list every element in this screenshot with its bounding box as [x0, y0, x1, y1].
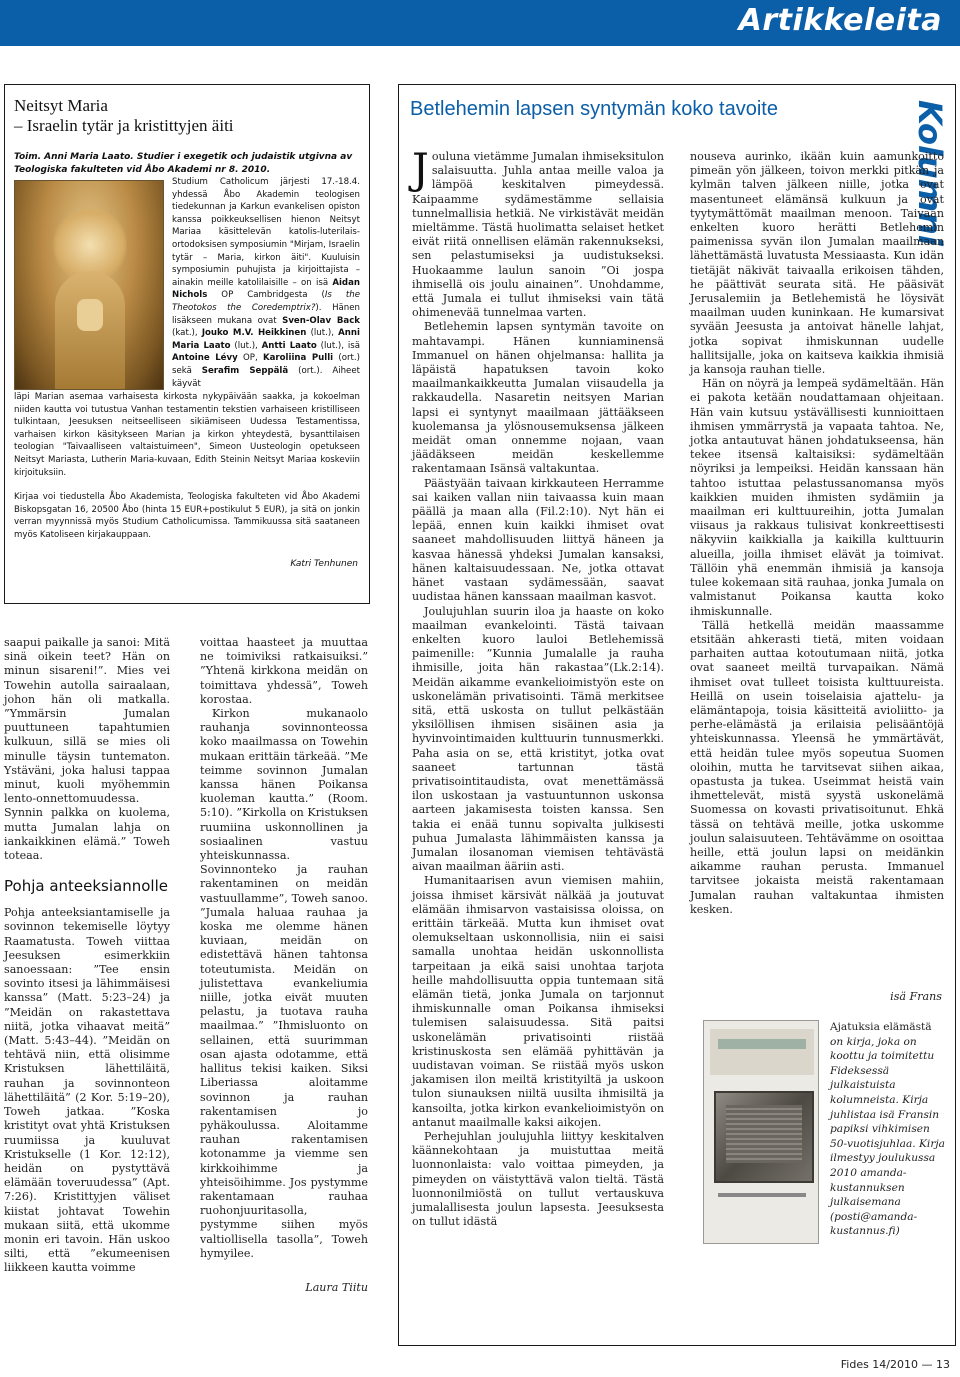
column-text-2 [690, 150, 944, 917]
continued-column-1 [4, 636, 170, 1276]
paragraph: Perhejuhlan joulujuhla liittyy keskitalven käännekohtaan ja muistuttaa meitä luonnonlaista: valo voittaa pimeyden, ja pimeyden on väistyttävä valon tieltä. Tästä luonnonilmiöstä on tullut vertauskuva jumalallisesta joulun lapsesta. Jeesuksesta on tullut idästä [412, 1130, 664, 1229]
continued-column-2 [200, 636, 368, 1295]
paragraph: Päästyään taivaan kirkkauteen Herramme sai kaiken vallan niin taivaassa kuin maan päällä ja maan alla (Fil.2:10). Nyt hän ei lepää, ennen kuin kaikki ihmiset ovat saaneet mahdollisuuden liittyä häneen ja kasvaa hänessä yhdeksi Jumalan kansaksi, hänen kaltaisuudessaan. Ne, jotka ottavat hänet vastaan sydämessään, saavat uudistaa hänen kanssaan maailman kasvot. [412, 476, 664, 604]
kolumni-label-text: Kolumni [911, 100, 949, 246]
book-meta: Toim. Anni Maria Laato. Studier i exegetik och judaistik utgivna av Teologiska fakulteten vid Åbo Akademi nr 8. 2010. [14, 152, 353, 175]
paragraph: Pohja anteeksiantamiselle ja sovinnon tekemiselle löytyy Raamatusta. Toweh viittaa Jeesuksen esimerkkiin sanoessaan: ”Tee ensin sovinto itsesi ja lähimmäisesi kanssa” (Matt. 5:23–24) ja ”Meidän on rakastettava niitä, jotka vihaavat meitä” (Matt. 5:43–44). ”Meidän on tehtävä niin, että olisimme Kristuksen lähettiläitä, rauhan ja sovinnonteon lähettiläitä” (2 Kor. 5:19–20), Toweh jatkaa. ”Koska kristityt ovat yhtä Kristuksen ruumiissa ja kuuluvat Kristukselle (1 Kor. 12:12), heidän on pystyttävä elämään toveruudessa” (Apt. 7:26). Kristittyjen väliset kiistat johtavat Towehin mukaan siitä, että ukomme monin eri tavoin. Hän uskoo silti, että ”ekumeenisen liikkeen kautta voimme [4, 906, 170, 1275]
drop-cap: J [412, 144, 429, 193]
madonna-hands-shape [77, 299, 103, 331]
book-plaque-relief [726, 1105, 802, 1163]
book-base-line [718, 1193, 806, 1197]
paragraph: nouseva aurinko, ikään kuin aamunkoitto pimeän yön jälkeen, toivon merkki pitkän ja kylmän talven jälkeen niille, jotka ovat masentuneet elämänsä kulkuun ja ovat tyytymättömät maailman menoon. Taivaan enkelten kuoro herätti Betlehemin paimenissa syvän ilon Jumalan maailmaan lähettämästä luvatusta Messiaasta. Kun idän tietäjät näkivät taivaalla erikoisen tähden, he päättivät seurata sitä. He pääsivät Jerusalemiin ja Betlehemistä he löysivät maailman uuden kuninkaan. He kumarsivat syvään Jeesusta ja antoivat hänelle lahjat, jotka sopivat ihmiskunnan uudelle hallitsijalle, joka on kaitseva kaikkia ihmisiä ja kansoja rauhan tielle. [690, 150, 944, 377]
book-blurb: Ajatuksia elämästä on kirja, joka on koottu ja toimitettu Fideksessä julkaistuista kolumneista. Kirja juhlistaa isä Fransin papiksi vihkimisen 50-vuotisjuhlaa. Kirja ilmestyy joulukussa 2010 amanda-kustannuksen julkaisemana (posti@amanda-kustannus.fi) [830, 1021, 945, 1238]
book-cover-image [703, 1020, 819, 1244]
column-author: isä Frans [890, 990, 942, 1003]
paragraph: Kirkon mukanaolo rauhanja sovinnonteossa koko maailmassa on Towehin mukaan erittäin tärkeää. ”Me teimme sovinnon Jumalan kanssa hänen Poikansa kuoleman kautta.” (Room. 5:10). ”Kirkolla on Kristuksen ruumiina uskonnollinen ja sosiaalinen vastuu yhteiskunnassa. Sovinnonteko ja rauhan rakentaminen on meidän vastuullamme”, Toweh sanoo. ”Jumala haluaa rauhaa ja koska me olemme hänen kuviaan, meidän on edistettävä hänen tahtonsa toteutumista. Meidän on julistettava evankeliumia niille, jotka eivät muuten pelastu, ja tuotava rauha maailmaa.” ”Ihmisluonto on sellainen, että suurimman osan ajasta odotamme, että hallitus tekisi kaiken. Siksi Liberiassa aloitamme sovinnon ja rauhan rakentamisen jo pyhäkoulussa. Aloitamme rauhan rakentamisen kotonamme ja viemme sen kirkkoihimme ja yhteisöihimme. Jos pystymme rakentamaan rauhaa ruohonjuuritasolla, pystymme siihen myös valtiollisella tasolla”, Toweh hymyilee. [200, 707, 368, 1260]
continued-article-author: Laura Tiitu [305, 1280, 368, 1294]
left-article-title-line1: Neitsyt Maria [14, 96, 108, 115]
paragraph: Betlehemin lapsen syntymän tavoite on mahtavampi. Hänen kunniaminensä Immanuel on hänen ohjelmansa: hallita ja läpäistä hapatuksen tavoin koko maailmankaikkeutta Jumalan viisaudella ja rakkaudella. Nasaretin neitsyen Marian lapsi ei syntynyt maailmaan jättääkseen kuolemansa ja ylösnousemuksensa jälkeen meidät oman onnemme nojaan, vaan jäädäkseen meidän keskellemme rakentamaan Isänsä valtakuntaa. [412, 320, 664, 476]
paragraph: Hän on nöyrä ja lempeä sydämeltään. Hän ei pakota ketään noudattamaan ohjeitaan. Hän vain kutsuu ystävällisesti kunnioittaen ihmisen ymmärrystä ja vapaata tahtoa. Ne, jotka antautuvat hänen johdatukseensa, hän tekee itsensä kaltaisiksi: sydämeltään nöyriksi ja lempeiksi. Heidän kanssaan hän tahtoo istuttaa pelastussanomansa myös kaikkien muiden ihmisten sydämiin ja maailman eri kulttuureihin, jotta Jumalan viisaus ja rakkaus tulisivat konkreettisesti näkyviin kaikkialla ja kaikilla kulttuurin alueilla, joilla ihmiset elävät ja toimivat. Tällöin yhä enemmän ihmisiä ja kansoja tulee kokemaan sitä rauhaa, jonka Jumala on valmistanut Poikansa kautta koko ihmiskunnalle. [690, 377, 944, 618]
column-article-title: Betlehemin lapsen syntymän koko tavoite [410, 98, 778, 120]
paragraph: saapui paikalle ja sanoi: Mitä sinä oikein teet? Hän on minun sisareni!”. Mies vei Towehin autolla sairaalaan, johon hän oli matkalla. ”Ymmärsin Jumalan puuttuneen tapahtumien kulkuun, sillä se mies oli minulle täysin tuntematon. Ystäväni, joka halusi tappaa minut, kuoli myöhemmin lento-onnettomuudessa. Synnin palkka on kuolema, mutta Jumalan lahja on iankaikkinen elämä.” Toweh toteaa. [4, 636, 170, 863]
paragraph: voittaa haasteet ja muuttaa ne toimiviksi ratkaisuiksi.” ”Yhtenä kirkkona meidän on toimittava yhdessä”, Toweh korostaa. [200, 636, 368, 706]
book-plaque [714, 1091, 814, 1183]
symposium-text-top: Studium Catholicum järjesti 17.-18.4. yhdessä Åbo Akademin teologisen tiedekunnan ja Karkun evankelisen opiston kanssa poikkeuksellisen hienon Neitsyt Mariaa käsittelevän katolis-luterilais-ortodoksisen symposiumin "Mirjam, Israelin tytär – Maria, kirkon äiti". Kuuluisin symposiumin puhujista ja kirjoittajista – ainakin meille katolilaisille – on isä Aidan Nichols OP Cambridgesta (Is the Theotokos the Coredemptrix?). Hänen lisäkseen mukana ovat Sven-Olav Back (kat.), Jouko M.V. Heikkinen (lut.), Anni Maria Laato (lut.), Antti Laato (lut.), isä Antoine Lévy OP, Karoliina Pulli (ort.) sekä Serafim Seppälä (ort.). Aiheet käyvät [172, 177, 361, 389]
book-label-strip [718, 1039, 806, 1049]
page-footer: Fides 14/2010 — 13 [840, 1358, 950, 1371]
column-text-1 [412, 144, 664, 1229]
order-info: Kirjaa voi tiedustella Åbo Akademista, Teologiska fakulteten vid Åbo Akademi Biskopsgatan 16, 20500 Åbo (hinta 15 EUR+postikulut 5 EUR), ja sitä on jonkin verran myynnissä myös Studium Catholicumissa. Tammikuussa sitä saataneen myös Katoliseen kirjakauppaan. [14, 492, 360, 540]
symposium-text-bottom: läpi Marian asemaa varhaisesta kirkosta nykypäivään saakka, ja kokoelman niiden kautta voi tutustua Vanhan testamentin tekstien varhaiseen kristilliseen tulkintaan, Jeesuksen neitseelliseen sikiämiseen Uudessa Testamentissa, varhaisen kirkon käsitykseen Marian ja kirkon yhteydestä, bysanttilaisen teologian "Taivaalliseen valtaistuimeen", Simeon Uusteologin opetukseen Neitsyt Mariasta, Lutherin Maria-kuvaan, Edith Steinin Neitsyt Mariaa koskeviin kirjoituksiin. [14, 392, 360, 478]
paragraph: Tällä hetkellä meidän maassamme etsitään ahkerasti tietä, miten voidaan parhaiten auttaa kotoutumaan niitä, jotka ovat saaneet meiltä turvapaikan. Nämä ihmiset ovat tulleet toisista kulttuureista. Heillä on usein toiselaisia ajattelu- ja elämäntapoja, toisia käsitteitä avioliitto- ja perhe-elämästä ja erilaisia pelisääntöjä yhteiskunnassa. Yleensä he ymmärtävät, että heidän tulee myös sopeutua Suomen oloihin, mutta he tarvitsevat siihen aikaa, opastusta ja tukea. Useimmat heistä vain ihmettelevät, mistä syystä uskonelämä Suomessa on kovasti privatisoitunut. Ehkä tässä on tehtävä meille, jotka uskomme joulun salaisuuteen. Tehtävämme on osoittaa heille, että joulun lapsi on meidänkin aikamme rauhan perusta. Immanuel tarvitsee jokaista meistä rakentamaan Jumalan rauhan valtakuntaa ihmisten kesken. [690, 618, 944, 916]
left-article-title-line2: – Israelin tytär ja kristittyjen äiti [14, 116, 234, 135]
paragraph: Humanitaarisen avun viemisen mahiin, joissa ihmiset kärsivät nälkää ja joutuvat elämään ihmisarvon vastaisissa oloissa, on erittäin tärkeää. Mutta kun ihmiset ovat olemukseltaan uskonnollisia, niin ei saisi samalla unohtaa heidän uskonnollista tarpeitaan ja eikä saisi unohtaa tarjota heille mahdollisuutta oppia tuntemaan sitä elämän tietä, jonka Jumala on tarjonnut ihmiskunnalle oman Poikansa ihmiseksi tulemisen salaisuudessa. Sitä paitsi uskonelämän privatisointi riistää kristinuskosta sen elämää pyhittävän ja uudistavan voiman. Se riistää myös uskon jakamisen ilon meiltä kristityiltä ja uskoon tulon siunauksen niiltä uusilta ihmisiltä ja kansoilta, jotka kirkon evankelioimistyön on antanut maailmalle kaksi aikojen. [412, 874, 664, 1129]
paragraph: Jouluna vietämme Jumalan ihmiseksitulon salaisuutta. Juhla antaa meille valoa ja lämpöä keskitalven pimeydessä. Kaipaamme sydämestämme sellaisia tunnelmallisia hetkiä. Ne virkistävät meidän mieltämme. Tästä huolimatta selaiset hetket eivät riitä onnellisen elämän rakennukseksi, sen pelastumiseksi ja uudistukseksi. Huokaamme laulun sanoin ”Oi jospa ihmisellä ois joulu ainainen”. Unohdamme, että Jumala ei tullut ihmiseksi vain tätä ohimenevää tunnelmaa varten. [412, 144, 664, 320]
book-title-band [710, 1029, 814, 1075]
section-banner [0, 0, 960, 46]
madonna-photo [14, 180, 164, 390]
section-title: Artikkeleita [738, 3, 942, 38]
paragraph: Joulujuhlan suurin iloa ja haaste on koko maailman evankelointi. Tästä taivaan enkelten kuoro lauloi Betlehemissä paimenille: ”Kunnia Jumalalle ja rauha ihmisille, joita hän rakastaa”(Lk.2:14). Meidän aikamme evankelioimistyön este on uskonelämän privatisointi. Tämä merkitsee sitä, että uskosta on tullut pelkästään yksilöllisen ihmisen sisäinen asia ja hyvinvointimaiden kulttuurin tunnusmerkki. Paha asia on se, että kristityt, jotka ovat saaneet tartunnan tästä privatisointitaudista, ovat menettämässä ilon uskostaan ja vastuuntunnon uskonsa aarteen jakamisesta toisten kanssa. Sen takia ei enää tunnu sopivalta julkisesti puhua Jumalasta lähimmäisten kanssa ja Jumalan ilosanoman viemisen tehtävästä aivan maailman ääriin asti. [412, 604, 664, 874]
subheading: Pohja anteeksiannolle [4, 877, 168, 896]
left-article-title [14, 96, 364, 136]
left-article-author: Katri Tenhunen [290, 559, 358, 569]
